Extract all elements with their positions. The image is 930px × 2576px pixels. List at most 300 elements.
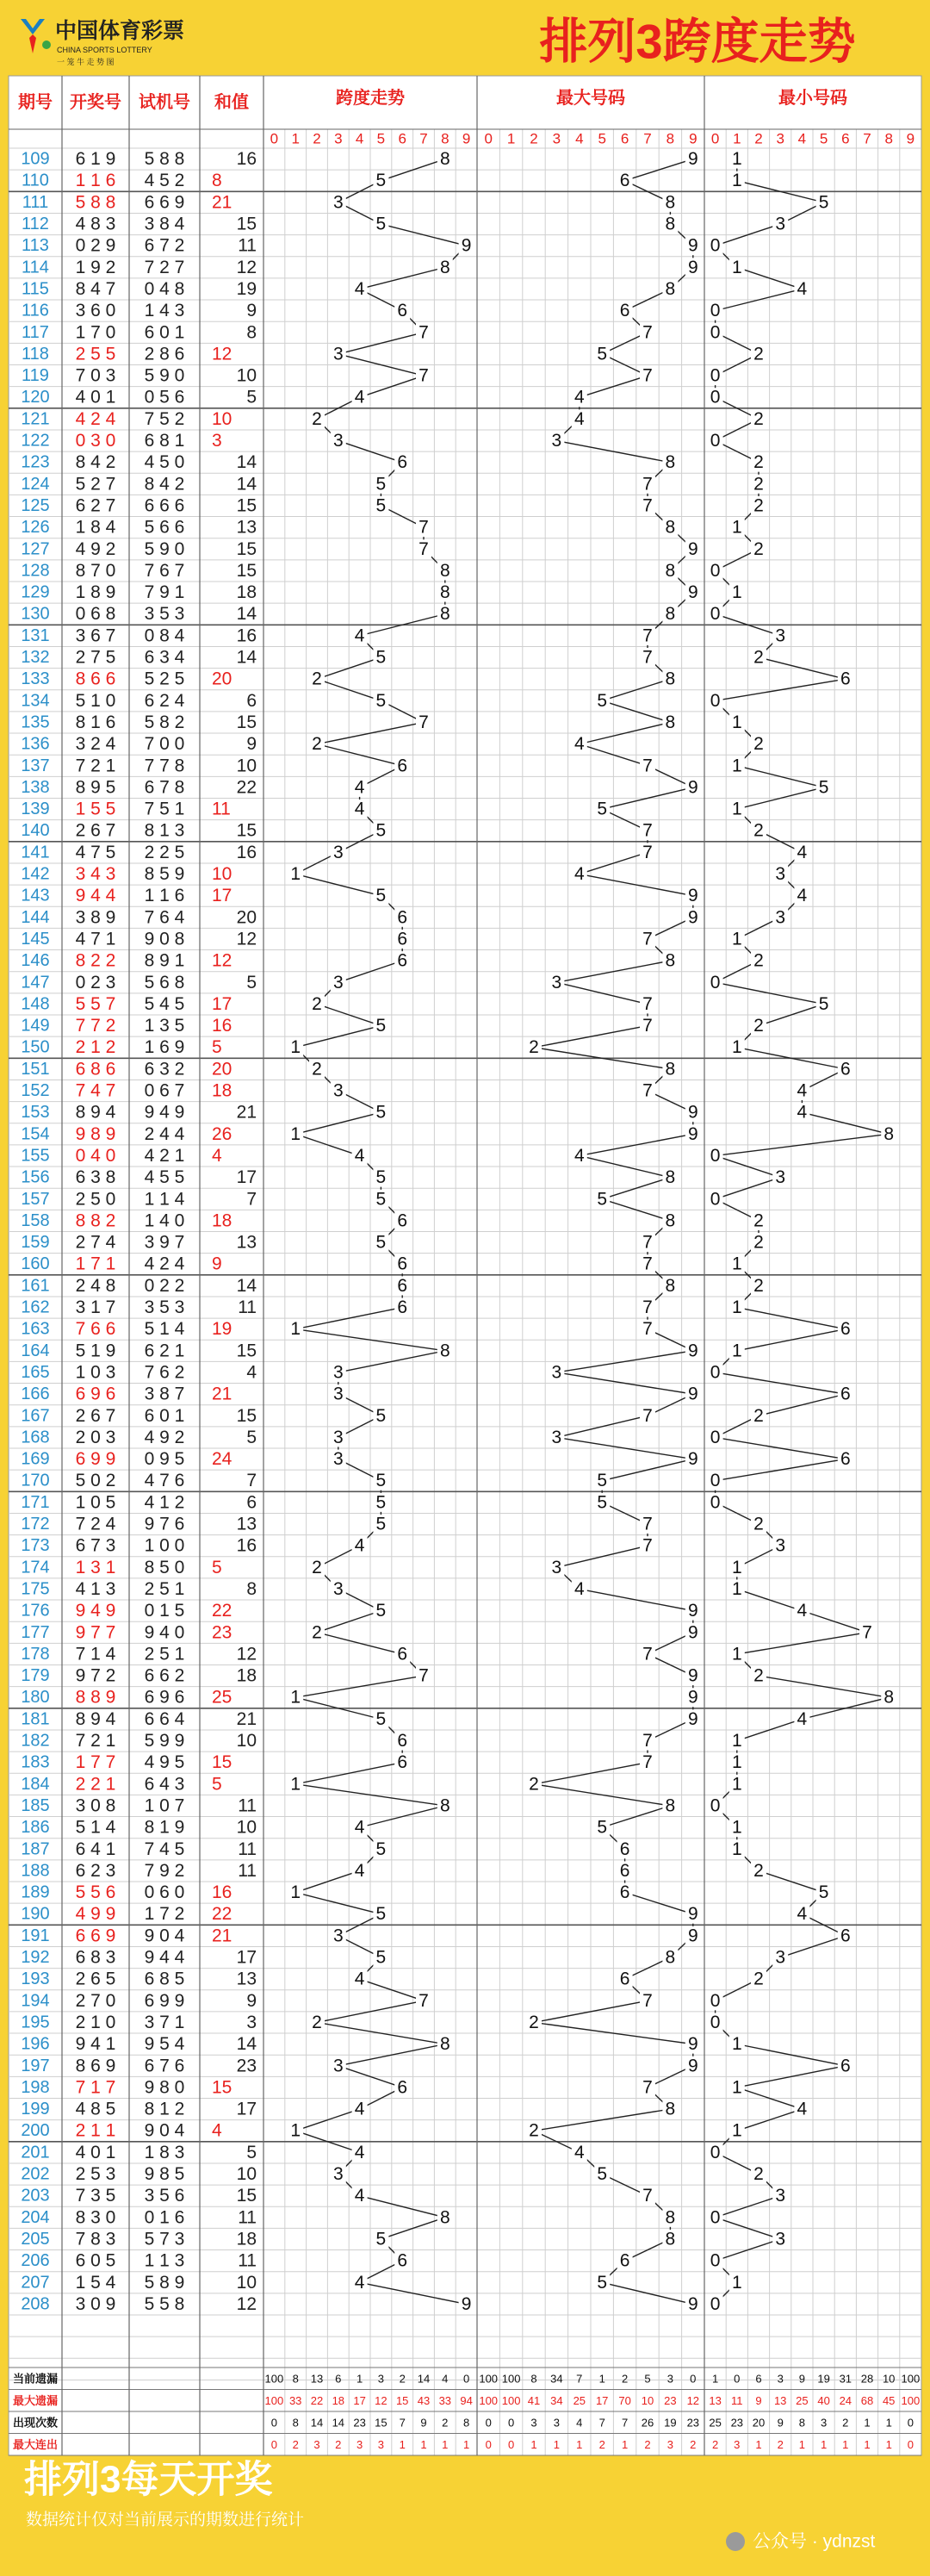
min-value-mark: 1 [731, 1341, 742, 1361]
test-number-cell: 5 8 8 [144, 149, 185, 170]
span-value-mark: 5 [375, 214, 387, 234]
max-value-mark: 7 [642, 842, 653, 862]
draw-number-cell: 5 0 2 [75, 1471, 116, 1491]
span-value-mark: 5 [375, 1232, 387, 1253]
period-cell: 141 [21, 843, 50, 862]
max-value-mark: 9 [687, 1708, 698, 1729]
min-value-mark: 3 [775, 907, 786, 928]
min-value-mark: 2 [753, 1016, 764, 1036]
test-number-cell: 1 0 0 [144, 1535, 185, 1556]
test-number-cell: 6 3 2 [144, 1059, 185, 1080]
wechat-icon [726, 2532, 745, 2551]
max-value-mark: 3 [551, 1362, 562, 1383]
span-value-mark: 3 [332, 842, 344, 862]
stat-current-miss-value: 100 [901, 2372, 921, 2386]
draw-number-cell: 4 8 3 [75, 214, 116, 234]
min-value-mark: 4 [797, 1708, 808, 1729]
digit-header: 0 [484, 130, 493, 147]
span-value-mark: 6 [397, 929, 408, 949]
max-value-mark: 2 [529, 2012, 539, 2032]
period-cell: 115 [22, 279, 49, 299]
period-cell: 129 [21, 582, 50, 602]
test-number-cell: 5 8 2 [144, 712, 185, 732]
sum-cell: 21 [236, 1102, 257, 1123]
draw-number-cell: 7 0 3 [75, 365, 116, 386]
draw-number-cell: 8 8 9 [75, 1687, 116, 1708]
stat-max-streak-value: 3 [313, 2437, 320, 2451]
max-value-mark: 7 [642, 756, 653, 776]
draw-number-cell: 2 6 7 [75, 1405, 116, 1426]
max-value-mark: 9 [687, 1926, 698, 1946]
min-value-mark: 1 [731, 2034, 742, 2055]
period-cell: 202 [21, 2164, 50, 2184]
sum-cell: 18 [236, 1665, 257, 1686]
min-value-mark: 1 [731, 1297, 742, 1318]
max-value-mark: 7 [642, 1319, 653, 1340]
stat-max-streak-value: 0 [270, 2437, 278, 2451]
stat-max-miss-value: 15 [395, 2393, 409, 2407]
max-value-mark: 5 [597, 1189, 608, 1210]
min-value-mark: 3 [775, 2186, 786, 2206]
draw-number-cell: 3 6 7 [75, 625, 116, 646]
max-value-mark: 7 [642, 993, 653, 1014]
span-value-mark: 2 [312, 993, 322, 1014]
draw-number-cell: 8 9 5 [75, 777, 116, 798]
sum-cell: 12 [236, 1644, 257, 1664]
min-value-mark: 1 [731, 517, 742, 538]
min-value-mark: 0 [710, 1427, 721, 1447]
draw-number-cell: 9 4 9 [75, 1601, 116, 1621]
max-value-mark: 9 [687, 1384, 698, 1404]
stat-count-value: 23 [686, 2416, 700, 2430]
span-value-mark: 3 [332, 2056, 344, 2076]
max-value-mark: 4 [574, 864, 585, 885]
max-value-mark: 8 [665, 192, 676, 213]
test-number-cell: 7 2 7 [144, 257, 185, 277]
max-value-mark: 6 [619, 301, 630, 321]
sum-cell: 5 [212, 1037, 222, 1058]
span-value-mark: 4 [354, 1535, 365, 1556]
stat-max-streak-value: 1 [864, 2437, 871, 2451]
period-cell: 194 [21, 1991, 50, 2011]
max-value-mark: 7 [642, 625, 653, 646]
stat-count-value: 4 [576, 2416, 583, 2430]
test-number-cell: 6 0 1 [144, 322, 185, 343]
span-value-mark: 1 [290, 1882, 301, 1903]
min-value-mark: 1 [731, 1752, 742, 1773]
test-number-cell: 3 8 4 [144, 214, 185, 234]
stat-max-miss-value: 12 [375, 2393, 388, 2407]
stat-max-miss-value: 70 [618, 2393, 631, 2407]
period-cell: 186 [21, 1818, 50, 1838]
period-cell: 183 [21, 1752, 50, 1772]
sum-cell: 9 [246, 734, 257, 755]
stat-max-miss-value: 33 [288, 2393, 302, 2407]
digit-header: 5 [376, 130, 386, 147]
test-number-cell: 1 1 6 [144, 886, 185, 906]
sum-cell: 14 [236, 604, 257, 625]
max-value-mark: 8 [665, 2229, 676, 2249]
sum-cell: 13 [236, 1514, 257, 1534]
span-value-mark: 8 [439, 560, 450, 581]
draw-number-cell: 2 6 5 [75, 1969, 116, 1989]
sum-cell: 15 [236, 538, 257, 559]
test-number-cell: 0 1 6 [144, 2207, 185, 2228]
min-value-mark: 6 [840, 1926, 851, 1946]
test-number-cell: 8 4 2 [144, 474, 185, 495]
min-value-mark: 2 [753, 734, 764, 755]
test-number-cell: 8 9 1 [144, 950, 185, 971]
min-value-mark: 0 [710, 387, 721, 408]
sum-cell: 21 [212, 1384, 232, 1404]
stat-count-value: 2 [842, 2416, 849, 2430]
span-value-mark: 5 [375, 1471, 387, 1491]
sum-cell: 11 [238, 1297, 257, 1318]
max-value-mark: 7 [642, 1535, 653, 1556]
stat-current-miss-value: 6 [755, 2372, 762, 2386]
max-value-mark: 4 [574, 1145, 585, 1166]
sum-cell: 16 [236, 842, 257, 862]
stat-count-value: 0 [507, 2416, 515, 2430]
max-value-mark: 8 [665, 1947, 676, 1968]
period-cell: 121 [21, 409, 50, 429]
span-value-mark: 1 [290, 1774, 301, 1795]
period-cell: 131 [21, 625, 50, 645]
test-number-cell: 9 0 4 [144, 2120, 185, 2141]
sum-cell: 19 [236, 278, 257, 299]
period-cell: 157 [21, 1189, 50, 1209]
min-value-mark: 5 [818, 993, 829, 1014]
min-value-mark: 2 [753, 474, 764, 495]
draw-number-cell: 2 0 3 [75, 1427, 116, 1447]
test-number-cell: 3 5 3 [144, 604, 185, 625]
stat-current-miss-value: 1 [356, 2372, 363, 2386]
period-cell: 178 [21, 1644, 50, 1664]
test-number-cell: 0 1 5 [144, 1601, 185, 1621]
sum-cell: 3 [212, 431, 222, 451]
period-cell: 145 [21, 929, 50, 949]
period-cell: 173 [21, 1536, 50, 1556]
sum-cell: 15 [236, 820, 257, 841]
sum-cell: 23 [236, 2056, 257, 2076]
test-number-cell: 6 6 6 [144, 495, 185, 516]
period-cell: 146 [21, 951, 50, 971]
test-number-cell: 3 7 1 [144, 2012, 185, 2032]
max-value-mark: 9 [687, 1687, 698, 1708]
draw-number-cell: 5 1 9 [75, 1341, 116, 1361]
period-cell: 189 [21, 1882, 50, 1902]
test-number-cell: 1 7 2 [144, 1904, 185, 1925]
span-value-mark: 2 [312, 2012, 322, 2032]
stat-current-miss-value: 28 [860, 2372, 874, 2386]
test-number-cell: 4 2 1 [144, 1145, 185, 1166]
test-number-cell: 0 4 8 [144, 278, 185, 299]
span-value-mark: 4 [354, 2272, 365, 2293]
span-value-mark: 4 [354, 2142, 365, 2162]
draw-number-cell: 6 9 9 [75, 1449, 116, 1470]
test-number-cell: 1 4 0 [144, 1210, 185, 1231]
period-cell: 118 [22, 344, 49, 364]
stat-count-value: 9 [420, 2416, 427, 2430]
max-value-mark: 9 [687, 1123, 698, 1144]
stat-max-miss-value: 22 [310, 2393, 324, 2407]
stat-max-miss-value: 100 [264, 2393, 284, 2407]
period-cell: 207 [21, 2273, 50, 2293]
test-number-cell: 9 4 0 [144, 1622, 185, 1643]
stat-max-streak-value: 1 [462, 2437, 470, 2451]
sum-cell: 11 [238, 1795, 257, 1816]
period-cell: 130 [21, 604, 50, 624]
digit-header: 8 [666, 130, 675, 147]
stat-current-miss-value: 3 [777, 2372, 784, 2386]
draw-number-cell: 2 1 1 [75, 2120, 116, 2141]
span-value-mark: 3 [332, 972, 344, 992]
min-value-mark: 2 [753, 1210, 764, 1231]
min-value-mark: 1 [731, 1774, 742, 1795]
test-number-cell: 9 4 4 [144, 1947, 185, 1968]
logo-english: CHINA SPORTS LOTTERY [57, 46, 152, 54]
draw-number-cell: 5 5 7 [75, 993, 116, 1014]
min-value-mark: 1 [731, 929, 742, 949]
min-value-mark: 0 [710, 1145, 721, 1166]
stat-count-value: 23 [730, 2416, 744, 2430]
sum-cell: 11 [238, 1839, 257, 1859]
period-cell: 205 [21, 2229, 50, 2249]
draw-number-cell: 5 2 7 [75, 474, 116, 495]
period-cell: 177 [21, 1622, 50, 1642]
draw-number-cell: 8 8 2 [75, 1210, 116, 1231]
max-value-mark: 3 [551, 1557, 562, 1577]
test-number-cell: 2 5 1 [144, 1578, 185, 1599]
period-cell: 149 [21, 1016, 50, 1036]
stat-current-miss-value: 10 [882, 2372, 896, 2386]
span-value-mark: 5 [375, 1904, 387, 1925]
page-title: 排列3跨度走势 [539, 14, 856, 69]
span-value-mark: 8 [439, 257, 450, 277]
period-cell: 137 [21, 756, 50, 775]
period-cell: 123 [21, 452, 50, 472]
min-value-mark: 2 [753, 1275, 764, 1296]
period-cell: 135 [21, 712, 50, 732]
max-value-mark: 8 [665, 560, 676, 581]
span-value-mark: 6 [397, 452, 408, 473]
test-number-cell: 5 1 4 [144, 1319, 185, 1340]
span-value-mark: 4 [354, 777, 365, 798]
span-value-mark: 6 [397, 2077, 408, 2098]
draw-number-cell: 3 8 9 [75, 907, 116, 928]
stat-current-miss-value: 100 [501, 2372, 521, 2386]
stat-max-streak-value: 0 [507, 2437, 515, 2451]
sum-cell: 17 [236, 2099, 257, 2119]
min-value-mark: 0 [710, 1471, 721, 1491]
max-value-mark: 5 [597, 799, 608, 819]
stat-current-miss-value: 4 [442, 2372, 449, 2386]
max-value-mark: 8 [665, 604, 676, 625]
draw-number-cell: 1 0 3 [75, 1362, 116, 1383]
max-value-mark: 6 [619, 2250, 630, 2271]
test-number-cell: 6 7 2 [144, 235, 185, 256]
span-value-mark: 8 [439, 2034, 450, 2055]
min-value-mark: 2 [753, 647, 764, 668]
lottery-logo-icon [42, 40, 51, 49]
max-value-mark: 9 [687, 2056, 698, 2076]
period-cell: 187 [21, 1839, 50, 1859]
max-value-mark: 9 [687, 886, 698, 906]
sum-cell: 6 [246, 1492, 257, 1513]
sum-cell: 10 [236, 365, 257, 386]
max-value-mark: 9 [687, 1665, 698, 1686]
draw-number-cell: 6 2 3 [75, 1860, 116, 1881]
period-cell: 176 [21, 1601, 50, 1621]
draw-number-cell: 0 2 3 [75, 972, 116, 992]
test-number-cell: 6 9 9 [144, 1990, 185, 2011]
span-value-mark: 4 [354, 1860, 365, 1881]
period-cell: 195 [21, 2013, 50, 2032]
stat-current-miss-value: 3 [377, 2372, 385, 2386]
span-value-mark: 3 [332, 1427, 344, 1447]
min-value-mark: 2 [753, 538, 764, 559]
stat-count-value: 7 [598, 2416, 605, 2430]
draw-number-cell: 6 8 3 [75, 1947, 116, 1968]
sum-cell: 21 [236, 1708, 257, 1729]
period-cell: 153 [21, 1103, 50, 1123]
max-value-mark: 7 [642, 1752, 653, 1773]
span-value-mark: 8 [439, 582, 450, 603]
draw-number-cell: 3 1 7 [75, 1297, 116, 1318]
span-value-mark: 5 [375, 1016, 387, 1036]
draw-number-cell: 8 9 4 [75, 1102, 116, 1123]
test-number-cell: 4 9 2 [144, 1427, 185, 1447]
sum-cell: 13 [236, 1232, 257, 1253]
period-cell: 184 [21, 1774, 50, 1794]
test-number-cell: 7 5 1 [144, 799, 185, 819]
max-value-mark: 6 [619, 1860, 630, 1881]
max-value-mark: 7 [642, 1731, 653, 1752]
col-header-sum: 和值 [214, 93, 249, 112]
stat-current-miss-label: 当前遗漏 [12, 2372, 59, 2386]
period-cell: 150 [21, 1037, 50, 1057]
max-value-mark: 6 [619, 171, 630, 191]
draw-number-cell: 1 7 1 [75, 1254, 116, 1274]
min-value-mark: 1 [731, 1644, 742, 1664]
span-value-mark: 1 [290, 864, 301, 885]
sum-cell: 15 [236, 560, 257, 581]
test-number-cell: 6 6 9 [144, 192, 185, 213]
min-value-mark: 6 [840, 669, 851, 689]
test-number-cell: 1 4 3 [144, 301, 185, 321]
stat-max-streak-value: 3 [734, 2437, 741, 2451]
min-value-mark: 2 [753, 1232, 764, 1253]
span-value-mark: 2 [312, 669, 322, 689]
span-value-mark: 6 [397, 950, 408, 971]
digit-header: 3 [552, 130, 561, 147]
draw-number-cell: 7 4 7 [75, 1080, 116, 1101]
digit-header: 9 [906, 130, 915, 147]
max-value-mark: 2 [529, 2120, 539, 2141]
test-number-cell: 5 2 5 [144, 669, 185, 689]
period-cell: 188 [21, 1861, 50, 1881]
test-number-cell: 8 5 9 [144, 864, 185, 885]
draw-number-cell: 8 9 4 [75, 1708, 116, 1729]
stat-current-miss-value: 8 [530, 2372, 537, 2386]
sum-cell: 3 [246, 2012, 257, 2032]
draw-number-cell: 2 7 5 [75, 647, 116, 668]
sum-cell: 18 [212, 1210, 232, 1231]
stat-current-miss-value: 0 [734, 2372, 741, 2386]
sum-cell: 13 [236, 517, 257, 538]
test-number-cell: 6 9 6 [144, 1687, 185, 1708]
span-value-mark: 4 [354, 1817, 365, 1838]
test-number-cell: 8 1 2 [144, 2099, 185, 2119]
span-value-mark: 1 [290, 2120, 301, 2141]
stat-count-value: 3 [820, 2416, 828, 2430]
period-cell: 156 [21, 1167, 50, 1187]
stat-max-streak-value: 2 [598, 2437, 605, 2451]
span-value-mark: 5 [375, 474, 387, 495]
period-cell: 119 [22, 366, 49, 386]
max-value-mark: 5 [597, 1471, 608, 1491]
stat-current-miss-value: 100 [479, 2372, 499, 2386]
stat-count-value: 2 [442, 2416, 449, 2430]
span-value-mark: 3 [332, 192, 344, 213]
stat-max-streak-value: 0 [907, 2437, 914, 2451]
test-number-cell: 6 0 1 [144, 1405, 185, 1426]
period-cell: 138 [21, 777, 50, 797]
stat-max-streak-value: 3 [377, 2437, 385, 2451]
stat-max-streak-value: 2 [777, 2437, 784, 2451]
draw-number-cell: 6 4 1 [75, 1839, 116, 1859]
draw-number-cell: 0 6 8 [75, 604, 116, 625]
min-value-mark: 3 [775, 625, 786, 646]
period-cell: 134 [21, 691, 50, 711]
stat-count-value: 9 [777, 2416, 784, 2430]
stat-max-streak-value: 2 [335, 2437, 342, 2451]
period-cell: 167 [21, 1406, 50, 1426]
stat-current-miss-value: 6 [335, 2372, 342, 2386]
stat-count-value: 8 [798, 2416, 806, 2430]
sum-cell: 16 [212, 1882, 232, 1903]
draw-number-cell: 2 1 0 [75, 2012, 116, 2032]
sum-cell: 15 [236, 2186, 257, 2206]
stat-max-streak-value: 1 [420, 2437, 427, 2451]
test-number-cell: 4 5 0 [144, 452, 185, 473]
stat-max-streak-value: 2 [690, 2437, 697, 2451]
span-value-mark: 3 [332, 1384, 344, 1404]
draw-number-cell: 7 2 1 [75, 756, 116, 776]
test-number-cell: 9 7 6 [144, 1514, 185, 1534]
draw-number-cell: 0 2 9 [75, 235, 116, 256]
period-cell: 128 [21, 561, 50, 581]
digit-header: 2 [754, 130, 763, 147]
footer-note: 数据统计仅对当前展示的期数进行统计 [26, 2511, 305, 2529]
span-value-mark: 6 [397, 301, 408, 321]
test-number-cell: 7 5 2 [144, 408, 185, 429]
stat-current-miss-value: 100 [264, 2372, 284, 2386]
draw-number-cell: 4 8 5 [75, 2099, 116, 2119]
sum-cell: 20 [236, 907, 257, 928]
sum-cell: 9 [246, 301, 257, 321]
min-value-mark: 2 [753, 950, 764, 971]
period-cell: 160 [21, 1254, 50, 1274]
sum-cell: 9 [246, 1990, 257, 2011]
draw-number-cell: 1 5 5 [75, 799, 116, 819]
min-value-mark: 2 [753, 344, 764, 364]
stat-max-miss-value: 40 [817, 2393, 830, 2407]
draw-number-cell: 4 1 3 [75, 1578, 116, 1599]
sum-cell: 5 [246, 972, 257, 992]
max-value-mark: 3 [551, 431, 562, 451]
min-value-mark: 0 [710, 2250, 721, 2271]
